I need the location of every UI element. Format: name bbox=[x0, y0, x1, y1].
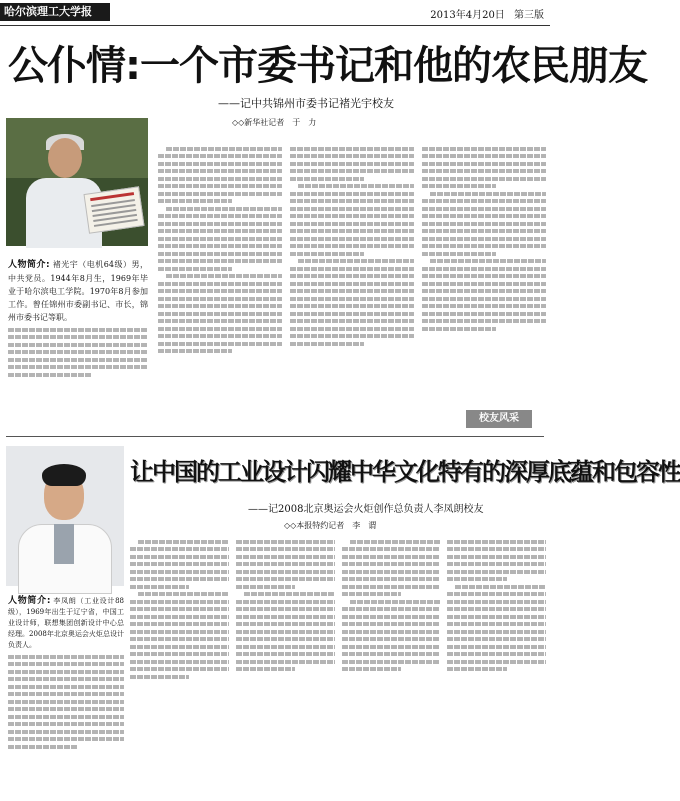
article1-portrait-photo bbox=[6, 118, 148, 246]
masthead bbox=[0, 0, 550, 26]
article1-byline: ◇◇新华社记者 于 力 bbox=[232, 118, 317, 127]
article1-column bbox=[158, 143, 282, 443]
portrait-head bbox=[48, 138, 82, 178]
masthead-meta bbox=[424, 6, 544, 21]
article2-body bbox=[130, 536, 546, 796]
article2-headline: 让中国的工业设计闪耀中华文化特有的深厚底蕴和包容性 bbox=[130, 458, 680, 486]
article2-column bbox=[447, 536, 546, 796]
article1-column bbox=[290, 143, 414, 443]
article2-subheadline: ——记2008北京奥运会火炬创作总负责人李凤朗校友 bbox=[248, 504, 484, 515]
portrait-hair bbox=[42, 464, 86, 486]
article2-column bbox=[342, 536, 441, 796]
article1-subheadline: ——记中共锦州市委书记褚光宇校友 bbox=[218, 97, 394, 110]
section-tag: 校友风采 bbox=[466, 410, 532, 428]
article1-body bbox=[158, 143, 546, 443]
article2-portrait-photo bbox=[6, 446, 124, 586]
article2-byline: ◇◇本报特约记者 李 谓 bbox=[284, 521, 377, 530]
article2-bio bbox=[8, 596, 124, 796]
article1-headline: 公仆情:一个市委书记和他的农民朋友 bbox=[8, 43, 647, 89]
bio-text: 李凤朗（工业设计88级），1969年出生于辽宁省，中国工业设计师，联想集团创新设计中心总经理。2008年北京奥运会火炬总设计负责人。 bbox=[8, 597, 124, 649]
section-divider bbox=[6, 436, 544, 437]
article1-bio bbox=[8, 258, 148, 408]
bio-text: 褚光宇（电机64级）男，中共党员。1944年8月生，1969年毕业于哈尔滨电工学院。1970年8月参加工作。曾任锦州市委副书记、市长，锦州市委书记等职。 bbox=[8, 260, 149, 322]
portrait-shirt bbox=[54, 524, 74, 564]
article2-column bbox=[130, 536, 229, 796]
page-number: 第三版 bbox=[514, 10, 544, 21]
newspaper-prop bbox=[83, 186, 144, 233]
bio-label: 人物简介: bbox=[8, 596, 51, 606]
bio-label: 人物简介: bbox=[8, 260, 50, 270]
article1-column bbox=[422, 143, 546, 443]
issue-date: 2013年4月20日 bbox=[430, 10, 505, 21]
paper-name: 哈尔滨理工大学报 bbox=[0, 3, 110, 21]
article2-column bbox=[236, 536, 335, 796]
